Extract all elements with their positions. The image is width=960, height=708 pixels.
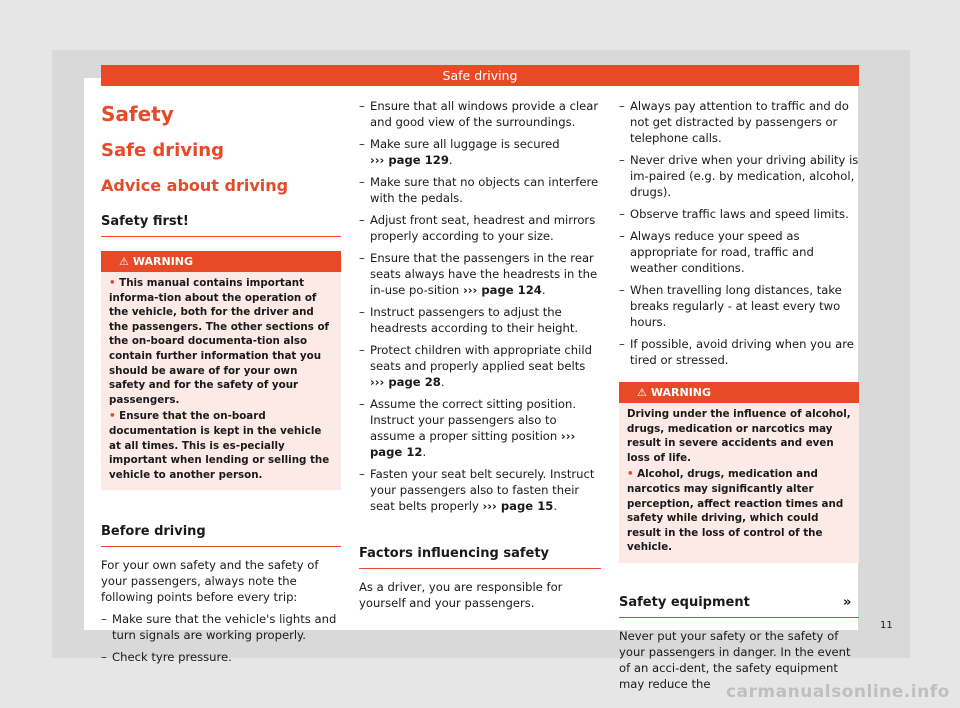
page-ref-link[interactable]: ››› page 124 bbox=[462, 283, 542, 297]
watermark: carmanualsonline.info bbox=[726, 682, 950, 702]
list-text: Protect children with appropriate child seats and properly applied seat belts bbox=[370, 343, 592, 373]
warning-triangle-icon: ⚠ bbox=[637, 386, 647, 399]
warning-para bbox=[627, 467, 851, 555]
list-item: – Never drive when your driving ability is im-paired (e.g. by medication, alcohol, drugs). bbox=[619, 152, 859, 200]
heading-before-driving: Before driving bbox=[101, 518, 341, 547]
page-ref-link[interactable]: ››› page 28 bbox=[370, 375, 441, 389]
warning-box-1 bbox=[101, 251, 341, 490]
heading-factors: Factors influencing safety bbox=[359, 540, 601, 569]
warning-body-1 bbox=[101, 272, 341, 490]
continue-arrow-icon: » bbox=[843, 595, 852, 610]
warning-para bbox=[109, 276, 333, 407]
list-text: Fasten your seat belt securely. Instruct your passengers also to fasten their seat belts properly bbox=[370, 467, 595, 513]
column-1 bbox=[101, 90, 341, 665]
heading-safety-equipment: Safety equipment bbox=[619, 589, 859, 618]
factors-text: As a driver, you are responsible for yourself and your passengers. bbox=[359, 580, 563, 610]
bullet-icon: • bbox=[627, 468, 638, 481]
list-text: Make sure all luggage is secured bbox=[370, 137, 560, 151]
list-item: – Protect children with appropriate child seats and properly applied seat belts ››› page 28. bbox=[359, 342, 601, 390]
list-item: – Always pay attention to traffic and do not get distracted by passengers or telephone calls. bbox=[619, 98, 859, 146]
bullet-icon: • bbox=[109, 277, 120, 289]
warning-text: Ensure that the on-board documentation is kept in the vehicle at all times. This is es-pecially important when lending or selling the vehicle to another person. bbox=[109, 410, 330, 481]
list-item: – Make sure all luggage is secured ››› page 129. bbox=[359, 136, 601, 168]
list-text: Ensure that the passengers in the rear seats always have the headrests in the in-use po-sition bbox=[370, 251, 598, 297]
equipment-text: Never put your safety or the safety of your passengers in danger. In the event of an acci-dent, the safety equipment may reduce the bbox=[619, 628, 851, 691]
heading-advice: Advice about driving bbox=[101, 176, 289, 195]
warning-triangle-icon: ⚠ bbox=[119, 255, 129, 268]
warning-box-2 bbox=[619, 382, 859, 563]
warning-body-2 bbox=[619, 403, 859, 563]
warning-header-2 bbox=[619, 382, 859, 403]
list-item: – If possible, avoid driving when you are tired or stressed. bbox=[619, 336, 859, 368]
page-ref-link[interactable]: ››› page 129 bbox=[370, 153, 449, 167]
warning-label: WARNING bbox=[650, 386, 712, 399]
page-ref-link[interactable]: ››› page 15 bbox=[482, 499, 554, 513]
list-item: – Adjust front seat, headrest and mirrors properly according to your size. bbox=[359, 212, 601, 244]
page-ref-link[interactable]: ››› page 12 bbox=[370, 429, 576, 459]
list-item: – Ensure that all windows provide a clear and good view of the surroundings. bbox=[359, 98, 601, 130]
list-text: Assume the correct sitting position. Instruct your passengers also to assume a proper sitting position bbox=[370, 397, 577, 443]
bullet-icon: • bbox=[109, 410, 120, 423]
warning-text: This manual contains important informa-tion about the operation of the vehicle, both for the driver and the passengers. The other sections of the on-board documenta-tion also contain further information that you should be aware of for your own safety and for the safety of your passengers. bbox=[109, 277, 330, 406]
list-item: – Fasten your seat belt securely. Instruct your passengers also to fasten their seat belts properly ››› page 15. bbox=[359, 466, 601, 514]
list-item: – Assume the correct sitting position. Instruct your passengers also to assume a proper sitting position ››› page 12. bbox=[359, 396, 601, 460]
heading-safety-first: Safety first! bbox=[101, 208, 341, 237]
list-item: – Make sure that the vehicle's lights and turn signals are working properly. bbox=[101, 611, 341, 643]
list-item: – Observe traffic laws and speed limits. bbox=[619, 206, 859, 222]
column-3 bbox=[619, 98, 859, 692]
intro-text: For your own safety and the safety of your passengers, always note the following points before every trip: bbox=[101, 558, 319, 605]
warning-text: Driving under the influence of alcohol, drugs, medication or narcotics may result in severe accidents and even loss of life. bbox=[627, 408, 851, 464]
column-2 bbox=[359, 98, 601, 611]
warning-para bbox=[109, 409, 333, 482]
list-item: – When travelling long distances, take breaks regularly - at least every two hours. bbox=[619, 282, 859, 330]
page-number: 11 bbox=[880, 620, 893, 631]
section-header: Safe driving bbox=[101, 65, 859, 86]
heading-safe-driving: Safe driving bbox=[101, 140, 224, 161]
warning-label: WARNING bbox=[132, 255, 194, 268]
list-item: – Check tyre pressure. bbox=[101, 649, 341, 665]
warning-text: Alcohol, drugs, medication and narcotics may significantly alter perception, affect reaction times and safety while driving, which could result in the loss of control of the vehicle. bbox=[627, 468, 844, 554]
list-item: – Always reduce your speed as appropriate for road, traffic and weather conditions. bbox=[619, 228, 859, 276]
list-item: – Make sure that no objects can interfere with the pedals. bbox=[359, 174, 601, 206]
warning-header-1 bbox=[101, 251, 341, 272]
heading-safety: Safety bbox=[101, 102, 174, 126]
list-item: – Instruct passengers to adjust the headrests according to their height. bbox=[359, 304, 601, 336]
list-item: – Ensure that the passengers in the rear seats always have the headrests in the in-use po-sition ››› page 124. bbox=[359, 250, 601, 298]
